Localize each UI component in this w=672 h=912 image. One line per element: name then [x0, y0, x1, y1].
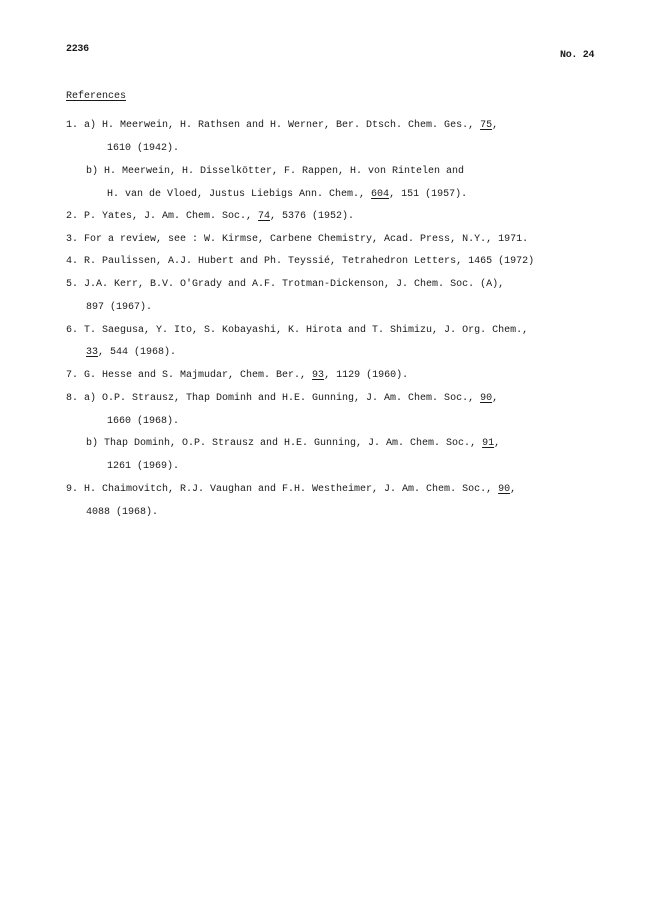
reference-8a-line-2: 1660 (1968).: [107, 416, 180, 427]
reference-1a-line-2: 1610 (1942).: [107, 143, 180, 154]
reference-9-line-1: 9. H. Chaimovitch, R.J. Vaughan and F.H. Westheimer, J. Am. Chem. Soc., 90,: [66, 484, 517, 495]
volume-number: 75: [480, 120, 493, 131]
reference-9-line-2: 4088 (1968).: [86, 507, 159, 518]
reference-8b-line-1: b) Thap Dominh, O.P. Strausz and H.E. Gunning, J. Am. Chem. Soc., 91,: [86, 438, 501, 449]
volume-number: 33: [86, 347, 99, 358]
reference-4: 4. R. Paulissen, A.J. Hubert and Ph. Teyssié, Tetrahedron Letters, 1465 (1972): [66, 256, 535, 267]
reference-7: 7. G. Hesse and S. Majmudar, Chem. Ber., 93, 1129 (1960).: [66, 370, 409, 381]
volume-number: 90: [498, 484, 511, 495]
section-title: References: [66, 91, 127, 102]
reference-3: 3. For a review, see : W. Kirmse, Carbene Chemistry, Acad. Press, N.Y., 1971.: [66, 234, 529, 245]
reference-1a-line-1: 1. a) H. Meerwein, H. Rathsen and H. Werner, Ber. Dtsch. Chem. Ges., 75,: [66, 120, 499, 131]
volume-number: 604: [371, 189, 390, 200]
reference-6-line-2: 33, 544 (1968).: [86, 347, 177, 358]
reference-1b-line-2: H. van de Vloed, Justus Liebigs Ann. Chem., 604, 151 (1957).: [107, 189, 468, 200]
reference-2: 2. P. Yates, J. Am. Chem. Soc., 74, 5376 (1952).: [66, 211, 355, 222]
reference-5-line-1: 5. J.A. Kerr, B.V. O'Grady and A.F. Trotman-Dickenson, J. Chem. Soc. (A),: [66, 279, 505, 290]
issue-number: No. 24: [560, 50, 595, 61]
volume-number: 74: [258, 211, 271, 222]
volume-number: 93: [312, 370, 325, 381]
volume-number: 90: [480, 393, 493, 404]
volume-number: 91: [482, 438, 495, 449]
reference-6-line-1: 6. T. Saegusa, Y. Ito, S. Kobayashi, K. Hirota and T. Shimizu, J. Org. Chem.,: [66, 325, 529, 336]
reference-8a-line-1: 8. a) O.P. Strausz, Thap Dominh and H.E. Gunning, J. Am. Chem. Soc., 90,: [66, 393, 499, 404]
reference-1b-line-1: b) H. Meerwein, H. Disselkötter, F. Rappen, H. von Rintelen and: [86, 166, 465, 177]
page-number: 2236: [66, 44, 89, 55]
reference-5-line-2: 897 (1967).: [86, 302, 153, 313]
reference-8b-line-2: 1261 (1969).: [107, 461, 180, 472]
